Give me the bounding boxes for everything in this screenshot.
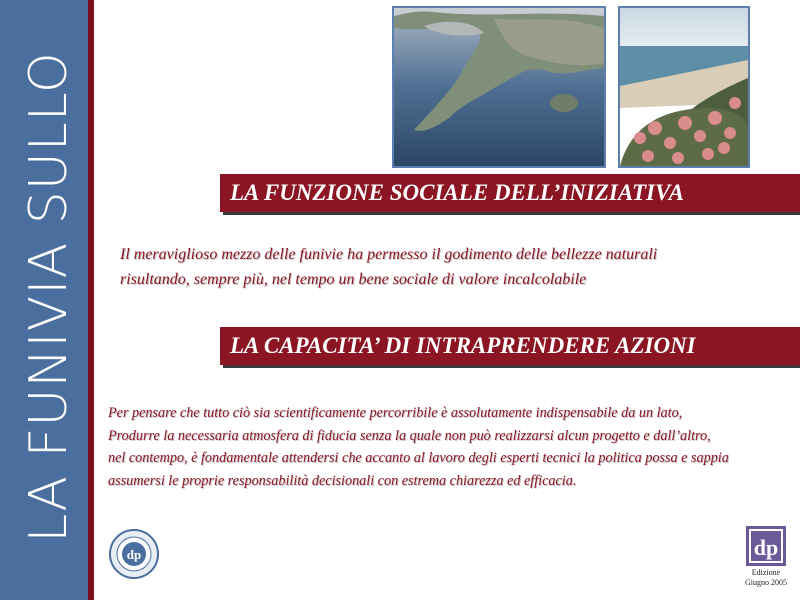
coast-aerial-photo [392, 6, 606, 168]
section-paragraph-social-function [120, 242, 790, 292]
paragraph-line: nel contempo, è fondamentale attendersi che accanto al lavoro degli esperti tecnici la politica possa e sappia [108, 450, 729, 466]
dp-brand-logo [746, 526, 786, 566]
sidebar-title: LA FUNIVIA SULLO [19, 51, 79, 543]
paragraph-line: Produrre la necessaria atmosfera di fiducia senza la quale non può realizzarsi alcun progetto e dall’altro, [108, 427, 711, 444]
section-paragraph-ability-to-act [108, 402, 798, 492]
paragraph-line: Il meraviglioso mezzo delle funivie ha permesso il godimento delle bellezze naturali [120, 246, 658, 263]
edition-date: Giugno 2005 [745, 578, 787, 587]
paragraph-line: Per pensare che tutto ciò sia scientificamente percorribile è assolutamente indispensabile da un lato, [108, 405, 683, 421]
edition-info [736, 568, 796, 588]
section-heading-social-function: LA FUNZIONE SOCIALE DELL’INIZIATIVA [220, 174, 800, 212]
beach-flowers-photo [618, 6, 750, 168]
circular-seal-logo [108, 528, 160, 580]
dp-logo-text: dp [753, 535, 779, 560]
edition-label: Edizione [751, 568, 781, 577]
paragraph-line: risultando, sempre più, nel tempo un bene sociale di valore incalcolabile [120, 271, 587, 288]
sidebar [0, 0, 88, 600]
paragraph-line: assumersi le proprie responsabilità decisionali con estrema chiarezza ed efficacia. [108, 472, 577, 489]
sidebar-edge-stripe [88, 0, 94, 600]
section-heading-ability-to-act: LA CAPACITA’ DI INTRAPRENDERE AZIONI [220, 327, 800, 365]
svg-text:dp: dp [126, 547, 142, 562]
